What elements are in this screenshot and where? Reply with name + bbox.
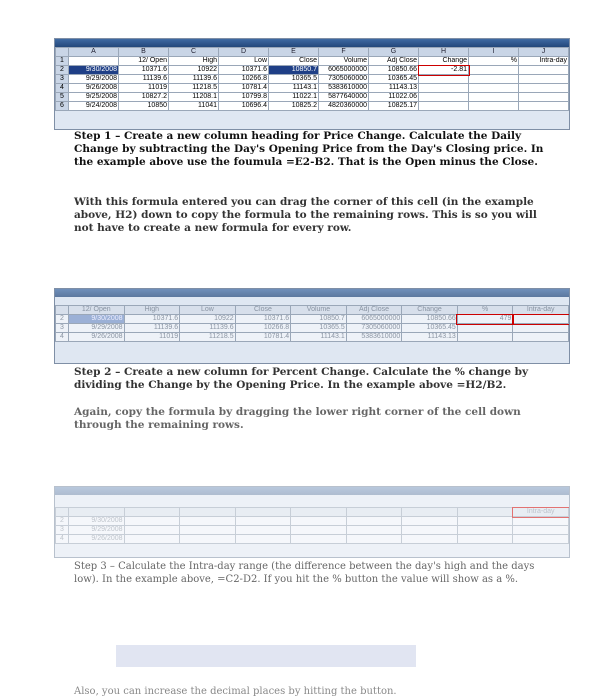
spreadsheet-grid-1 bbox=[55, 47, 569, 111]
header-row: Intra-day bbox=[56, 508, 569, 517]
header-row: 1 12/ Open High Low Close Volume Adj Close Change % Intra-day bbox=[56, 57, 569, 66]
header-row: 12/ Open High Low Close Volume Adj Close Change % Intra-day bbox=[56, 306, 569, 315]
title-bar bbox=[55, 487, 569, 495]
spreadsheet-screenshot-1 bbox=[54, 38, 570, 130]
step-1-heading: Step 1 – Create a new column heading for Price Change. Calculate the Daily Change by subtracting the Day's Opening Price from the Day's Closing price. In the example above use the foumula =E2-B2. That is the Open minus the Close. bbox=[74, 130, 544, 168]
spreadsheet-grid-2 bbox=[55, 305, 569, 342]
table-row: 4 9/26/2008 bbox=[56, 535, 569, 544]
table-row: 3 9/29/2008 bbox=[56, 526, 569, 535]
table-row: 5 9/25/2008 10827.2 11208.1 10799.8 11022.1 5877640000 11022.06 bbox=[56, 93, 569, 102]
step-2-paragraph: Again, copy the formula by dragging the lower right corner of the cell down through the remaining rows. bbox=[74, 406, 521, 431]
table-row: 6 9/24/2008 10850 11041 10696.4 10825.2 4820360000 10825.17 bbox=[56, 102, 569, 111]
table-row: 3 9/29/2008 11139.6 11139.6 10266.8 10365.5 7305060000 10365.45 bbox=[56, 75, 569, 84]
spreadsheet-screenshot-2 bbox=[54, 288, 570, 364]
blurred-region bbox=[116, 645, 416, 667]
table-row: 4 9/26/2008 11019 11218.5 10781.4 11143.1 5383610000 11143.13 bbox=[56, 333, 569, 342]
table-row: 2 9/30/2008 10371.6 10922 10371.6 10850.7 6065000000 10850.66 479 bbox=[56, 315, 569, 324]
spreadsheet-screenshot-3 bbox=[54, 486, 570, 558]
spreadsheet-grid-3 bbox=[55, 507, 569, 544]
table-row: 2 9/30/2008 bbox=[56, 517, 569, 526]
step-1-paragraph: With this formula entered you can drag the corner of this cell (in the example above, H2) down to copy the formula to the remaining rows. This is so you will not have to create a new formula for every row. bbox=[74, 196, 537, 234]
table-row: 4 9/26/2008 11019 11218.5 10781.4 11143.1 5383610000 11143.13 bbox=[56, 84, 569, 93]
step-3-paragraph: Also, you can increase the decimal places by hitting the button. bbox=[74, 686, 397, 697]
step-2-heading: Step 2 – Create a new column for Percent Change. Calculate the % change by dividing the Change by the Opening Price. In the example above =H2/B2. bbox=[74, 366, 529, 391]
table-row: 3 9/29/2008 11139.6 11139.6 10266.8 10365.5 7305060000 10365.45 bbox=[56, 324, 569, 333]
title-bar bbox=[55, 289, 569, 297]
column-letter-row: A B C D E F G H I J bbox=[56, 48, 569, 57]
table-row: 2 9/30/2008 10371.6 10922 10371.6 10850.7 6065000000 10850.66 -2.81 bbox=[56, 66, 569, 75]
step-3-heading: Step 3 – Calculate the Intra-day range (the difference between the day's high and the days low). In the example above, =C2-D2. If you hit the % button the value will show as a %. bbox=[74, 561, 535, 585]
title-bar bbox=[55, 39, 569, 47]
